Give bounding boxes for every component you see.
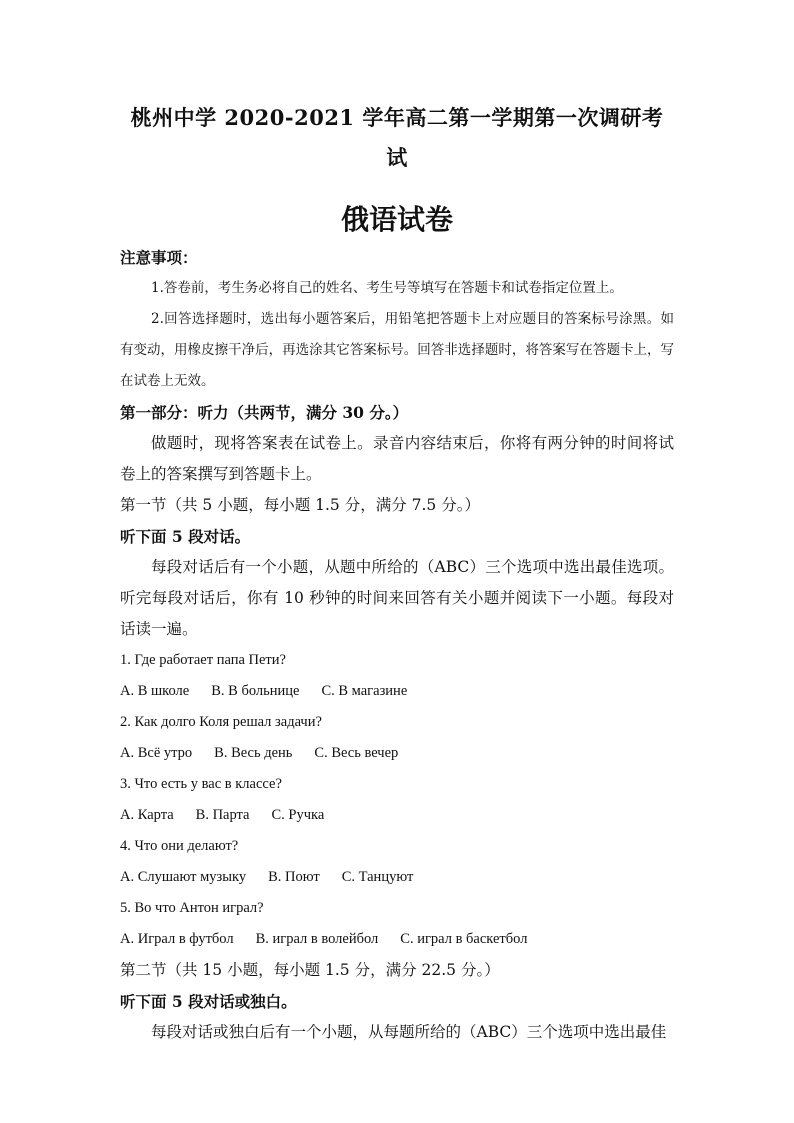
exam-subtitle: 俄语试卷: [340, 203, 453, 236]
option-c: C. Весь вечер: [314, 745, 399, 761]
option-c: C. Танцуют: [341, 869, 414, 885]
question-text: 2. Как долго Коля решал задачи?: [120, 714, 322, 730]
question-text: 3. Что есть у вас в классе?: [120, 776, 282, 792]
question-text: 1. Где работает папа Пети?: [120, 652, 286, 668]
option-c: C. В магазине: [321, 683, 408, 699]
section2-heading: 第二节（共 15 小题，每小题 1.5 分，满分 22.5 分。）: [120, 961, 500, 979]
part1-instruction: 做题时，现将答案表在试卷上。录音内容结束后，你将有两分钟的时间将试卷上的答案撰写到答题卡上。: [120, 434, 674, 483]
section1-listen: 听下面 5 段对话。: [120, 527, 251, 546]
option-c: C. играл в баскетбол: [400, 931, 528, 947]
question-list: [120, 645, 674, 955]
section1-heading: 第一节（共 5 小题，每小题 1.5 分，满分 7.5 分。）: [120, 496, 480, 514]
option-b: B. В больнице: [211, 683, 300, 699]
notice-item-1: 1.答卷前，考生务必将自己的姓名、考生号等填写在答题卡和试卷指定位置上。: [151, 280, 623, 296]
notice-heading: 注意事项：: [120, 248, 198, 267]
question-options: [120, 676, 674, 707]
option-b: B. Поют: [268, 869, 320, 885]
part1-heading: 第一部分：听力（共两节，满分 30 分。）: [120, 403, 409, 422]
question-options: [120, 800, 674, 831]
section2-listen: 听下面 5 段对话或独白。: [120, 992, 297, 1011]
option-a: A. Играл в футбол: [120, 931, 234, 947]
notice-item-2: 2.回答选择题时，选出每小题答案后，用铅笔把答题卡上对应题目的答案标号涂黑。如有变动，用橡皮擦干净后，再选涂其它答案标号。回答非选择题时，将答案写在答题卡上，写在试卷上无效。: [120, 311, 674, 389]
exam-title: 桃州中学 2020-2021 学年高二第一学期第一次调研考试: [130, 105, 664, 170]
section1-instruction: 每段对话后有一个小题，从题中所给的（ABC）三个选项中选出最佳选项。听完每段对话后，你有 10 秒钟的时间来回答有关小题并阅读下一小题。每段对话读一遍。: [120, 558, 674, 638]
option-a: A. Карта: [120, 807, 174, 823]
option-b: B. Парта: [195, 807, 250, 823]
option-c: C. Ручка: [271, 807, 325, 823]
question-text: 4. Что они делают?: [120, 838, 239, 854]
question-options: [120, 862, 674, 893]
option-a: A. Всё утро: [120, 745, 193, 761]
option-a: A. В школе: [120, 683, 190, 699]
option-b: B. играл в волейбол: [255, 931, 379, 947]
question-options: [120, 738, 674, 769]
section2-instruction: 每段对话或独白后有一个小题，从每题所给的（ABC）三个选项中选出最佳: [151, 1023, 667, 1041]
question-text: 5. Во что Антон играл?: [120, 900, 264, 916]
option-a: A. Слушают музыку: [120, 869, 247, 885]
question-options: [120, 924, 674, 955]
option-b: B. Весь день: [214, 745, 293, 761]
